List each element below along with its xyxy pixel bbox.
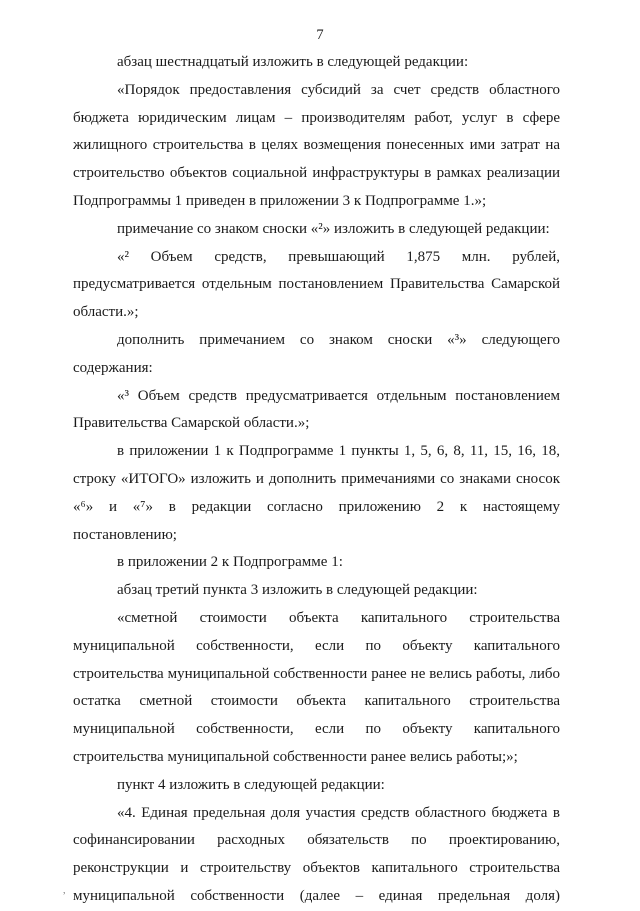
text-line: «Порядок предоставления субсидий за счет средств областного	[117, 81, 560, 98]
text-line: «сметной стоимости объекта капитального строительства	[117, 609, 560, 626]
text-line: остатка сметной стоимости объекта капитального строительства	[73, 693, 560, 710]
text-line: дополнить примечанием со знаком сноски «³» следующего	[117, 331, 560, 348]
text-line: бюджета юридическим лицам – производителям работ, услуг в сфере	[73, 109, 560, 126]
text-line: постановлению;	[73, 526, 177, 543]
text-line: «⁶» и «⁷» в редакции согласно приложению 2 к настоящему	[73, 498, 560, 515]
text-line: предусматривается отдельным постановлением Правительства Самарской	[73, 276, 560, 293]
text-line: реконструкции и строительству объектов капитального строительства	[73, 860, 560, 877]
text-line: Подпрограммы 1 приведен в приложении 3 к Подпрограмме 1.»;	[73, 192, 487, 209]
page-number: 7	[316, 27, 324, 43]
text-line: «² Объем средств, превышающий 1,875 млн. рублей,	[117, 248, 560, 265]
text-line: в приложении 1 к Подпрограмме 1 пункты 1, 5, 6, 8, 11, 15, 16, 18,	[117, 443, 560, 460]
text-line: строку «ИТОГО» изложить и дополнить примечаниями со знаками сносок	[73, 470, 560, 487]
text-line: области.»;	[73, 304, 139, 321]
text-line: абзац шестнадцатый изложить в следующей редакции:	[117, 54, 469, 70]
text-line: софинансировании расходных обязательств по проектированию,	[73, 832, 560, 849]
text-line: жилищного строительства в целях возмещения понесенных ими затрат на	[73, 137, 560, 154]
text-line: муниципальной собственности (далее – единая предельная доля)	[73, 887, 560, 904]
text-line: абзац третий пункта 3 изложить в следующей редакции:	[117, 582, 478, 599]
text-line: примечание со знаком сноски «²» изложить в следующей редакции:	[117, 220, 550, 237]
text-line: строительства муниципальной собственности ранее велись работы;»;	[73, 748, 518, 765]
text-line: муниципальной собственности, если по объекту капитального	[73, 637, 560, 654]
text-line: строительства муниципальной собственности ранее не велись работы, либо	[73, 665, 560, 682]
text-line: пункт 4 изложить в следующей редакции:	[117, 776, 385, 793]
text-line: содержания:	[73, 359, 153, 376]
text-line: строительство объектов социальной инфраструктуры в рамках реализации	[73, 165, 560, 182]
text-line: «4. Единая предельная доля участия средств областного бюджета в	[117, 804, 560, 821]
text-line: Правительства Самарской области.»;	[73, 415, 310, 432]
text-line: в приложении 2 к Подпрограмме 1:	[117, 554, 343, 571]
margin-mark: ,	[63, 885, 66, 896]
text-line: муниципальной собственности, если по объекту капитального	[73, 721, 560, 738]
text-line: «³ Объем средств предусматривается отдельным постановлением	[117, 387, 560, 404]
document-body	[73, 49, 560, 911]
